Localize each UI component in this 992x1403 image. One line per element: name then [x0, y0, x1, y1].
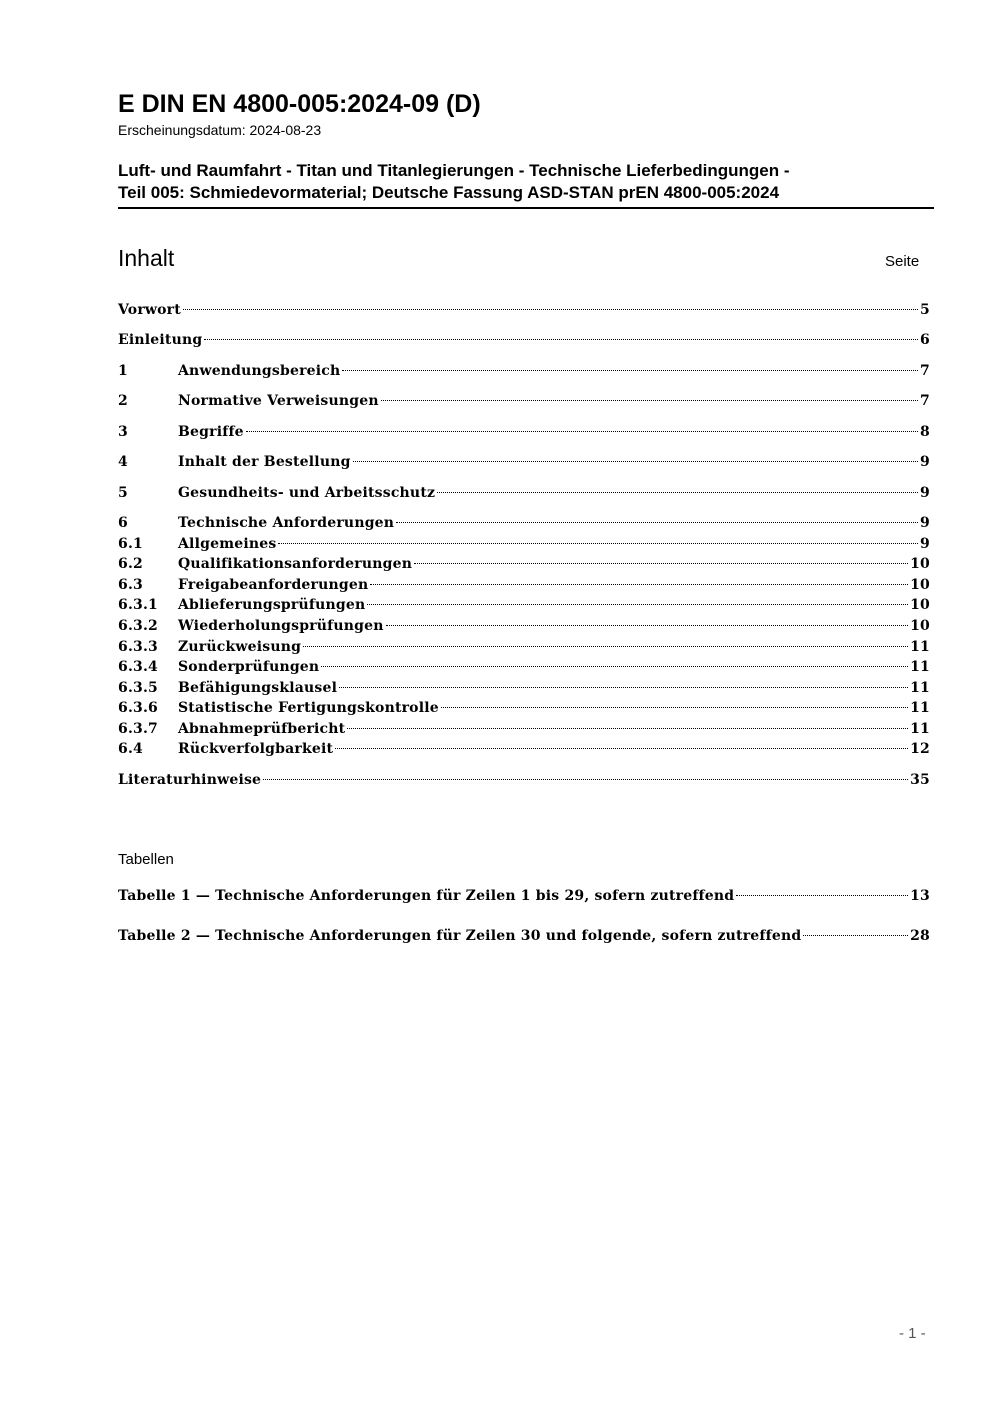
toc-leader-dots — [367, 604, 908, 605]
toc-entry-title: Einleitung — [118, 332, 203, 348]
toc-entry-page: 12 — [910, 741, 930, 757]
footer-page-number: - 1 - — [899, 1325, 926, 1342]
toc-entry-6-3-4[interactable] — [118, 659, 930, 679]
toc-leader-dots — [736, 895, 908, 896]
toc-leader-dots — [342, 370, 918, 371]
toc-entry-number: 4 — [118, 454, 128, 470]
toc-entry-3[interactable] — [118, 424, 930, 444]
toc-entry-page: 11 — [910, 659, 930, 675]
tables-entry-title: Tabelle 1 — Technische Anforderungen für Zeilen 1 bis 29, sofern zutreffend — [118, 888, 735, 904]
toc-leader-dots — [263, 779, 908, 780]
document-id: E DIN EN 4800-005:2024-09 (D) — [118, 90, 481, 118]
toc-leader-dots — [335, 748, 908, 749]
toc-entry-number: 6.3.4 — [118, 659, 158, 675]
toc-entry-6-3-3[interactable] — [118, 639, 930, 659]
toc-entry-page: 11 — [910, 639, 930, 655]
toc-entry-page: 7 — [920, 393, 930, 409]
toc-entry-2[interactable] — [118, 393, 930, 413]
toc-leader-dots — [437, 492, 918, 493]
toc-leader-dots — [396, 522, 918, 523]
toc-entry-number: 1 — [118, 363, 128, 379]
toc-entry-number: 6.3.7 — [118, 721, 158, 737]
toc-entry-title: Sonderprüfungen — [178, 659, 320, 675]
toc-entry-title: Anwendungsbereich — [178, 363, 341, 379]
toc-entry-page: 5 — [920, 302, 930, 318]
toc-entry-6-3-7[interactable] — [118, 721, 930, 741]
toc-leader-dots — [441, 707, 908, 708]
toc-entry-6-3-5[interactable] — [118, 680, 930, 700]
document-title-line-2: Teil 005: Schmiedevormaterial; Deutsche Fassung ASD-STAN prEN 4800-005:2024 — [118, 183, 780, 202]
toc-entry-title: Abnahmeprüfbericht — [178, 721, 346, 737]
toc-entry-vorwort[interactable] — [118, 302, 930, 322]
toc-leader-dots — [353, 461, 918, 462]
document-title — [118, 160, 934, 209]
document-title-line-1: Luft- und Raumfahrt - Titan und Titanlegierungen - Technische Lieferbedingungen - — [118, 161, 790, 180]
toc-leader-dots — [339, 687, 908, 688]
toc-entry-title: Begriffe — [178, 424, 244, 440]
toc-entry-4[interactable] — [118, 454, 930, 474]
toc-leader-dots — [347, 728, 908, 729]
toc-entry-page: 9 — [920, 485, 930, 501]
toc-entry-title: Freigabeanforderungen — [178, 577, 369, 593]
toc-leader-dots — [246, 431, 918, 432]
toc-entry-page: 10 — [910, 597, 930, 613]
toc-entry-title: Normative Verweisungen — [178, 393, 379, 409]
toc-entry-title: Technische Anforderungen — [178, 515, 395, 531]
toc-entry-title: Allgemeines — [178, 536, 277, 552]
tables-entry-page: 28 — [910, 928, 930, 944]
toc-entry-6-1[interactable] — [118, 536, 930, 556]
toc-entry-number: 6.1 — [118, 536, 143, 552]
toc-entry-number: 6.2 — [118, 556, 143, 572]
tables-heading: Tabellen — [118, 851, 174, 868]
toc-entry-title: Wiederholungsprüfungen — [178, 618, 384, 634]
toc-entry-page: 7 — [920, 363, 930, 379]
toc-entry-number: 6.3.6 — [118, 700, 158, 716]
toc-entry-6-4[interactable] — [118, 741, 930, 761]
toc-entry-einleitung[interactable] — [118, 332, 930, 352]
toc-entry-number: 6 — [118, 515, 128, 531]
toc-leader-dots — [803, 935, 908, 936]
toc-entry-title: Inhalt der Bestellung — [178, 454, 351, 470]
tables-entry-1[interactable] — [118, 888, 930, 908]
toc-entry-6-3-2[interactable] — [118, 618, 930, 638]
toc-entry-number: 6.4 — [118, 741, 143, 757]
toc-entry-page: 10 — [910, 556, 930, 572]
toc-entry-number: 5 — [118, 485, 128, 501]
toc-leader-dots — [321, 666, 908, 667]
toc-entry-6[interactable] — [118, 515, 930, 535]
toc-entry-page: 11 — [910, 680, 930, 696]
toc-entry-page: 8 — [920, 424, 930, 440]
toc-entry-page: 9 — [920, 454, 930, 470]
toc-leader-dots — [381, 400, 918, 401]
toc-entry-page: 9 — [920, 536, 930, 552]
toc-entry-number: 3 — [118, 424, 128, 440]
tables-entry-2[interactable] — [118, 928, 930, 948]
toc-entry-literaturhinweise[interactable] — [118, 772, 930, 792]
toc-entry-page: 35 — [910, 772, 930, 788]
toc-entry-title: Gesundheits- und Arbeitsschutz — [178, 485, 436, 501]
toc-leader-dots — [303, 646, 908, 647]
toc-entry-number: 6.3.2 — [118, 618, 158, 634]
toc-entry-1[interactable] — [118, 363, 930, 383]
toc-entry-title: Rückverfolgbarkeit — [178, 741, 334, 757]
toc-entry-page: 11 — [910, 700, 930, 716]
toc-entry-title: Statistische Fertigungskontrolle — [178, 700, 439, 716]
toc-leader-dots — [204, 339, 918, 340]
toc-heading: Inhalt — [118, 245, 175, 271]
toc-entry-page: 6 — [920, 332, 930, 348]
toc-entry-title: Befähigungsklausel — [178, 680, 338, 696]
toc-entry-title: Literaturhinweise — [118, 772, 262, 788]
tables-entry-page: 13 — [910, 888, 930, 904]
toc-entry-number: 6.3.1 — [118, 597, 158, 613]
toc-entry-page: 10 — [910, 618, 930, 634]
toc-leader-dots — [278, 543, 918, 544]
toc-entry-title: Zurückweisung — [178, 639, 302, 655]
toc-leader-dots — [414, 563, 908, 564]
toc-entry-page: 10 — [910, 577, 930, 593]
publication-date: Erscheinungsdatum: 2024-08-23 — [118, 122, 322, 138]
toc-entry-5[interactable] — [118, 485, 930, 505]
tables-entry-title: Tabelle 2 — Technische Anforderungen für Zeilen 30 und folgende, sofern zutreffend — [118, 928, 802, 944]
toc-leader-dots — [183, 309, 918, 310]
toc-leader-dots — [370, 584, 908, 585]
toc-entry-6-3[interactable] — [118, 577, 930, 597]
toc-entry-page: 11 — [910, 721, 930, 737]
toc-leader-dots — [386, 625, 908, 626]
toc-entry-number: 6.3.3 — [118, 639, 158, 655]
toc-entry-title: Ablieferungsprüfungen — [178, 597, 366, 613]
toc-entry-number: 6.3 — [118, 577, 143, 593]
toc-entry-6-2[interactable] — [118, 556, 930, 576]
toc-entry-number: 2 — [118, 393, 128, 409]
toc-entry-6-3-1[interactable] — [118, 597, 930, 617]
toc-entry-number: 6.3.5 — [118, 680, 158, 696]
toc-entry-title: Qualifikationsanforderungen — [178, 556, 413, 572]
toc-entry-page: 9 — [920, 515, 930, 531]
toc-entry-title: Vorwort — [118, 302, 181, 318]
toc-page-label: Seite — [885, 253, 920, 270]
toc-entry-6-3-6[interactable] — [118, 700, 930, 720]
